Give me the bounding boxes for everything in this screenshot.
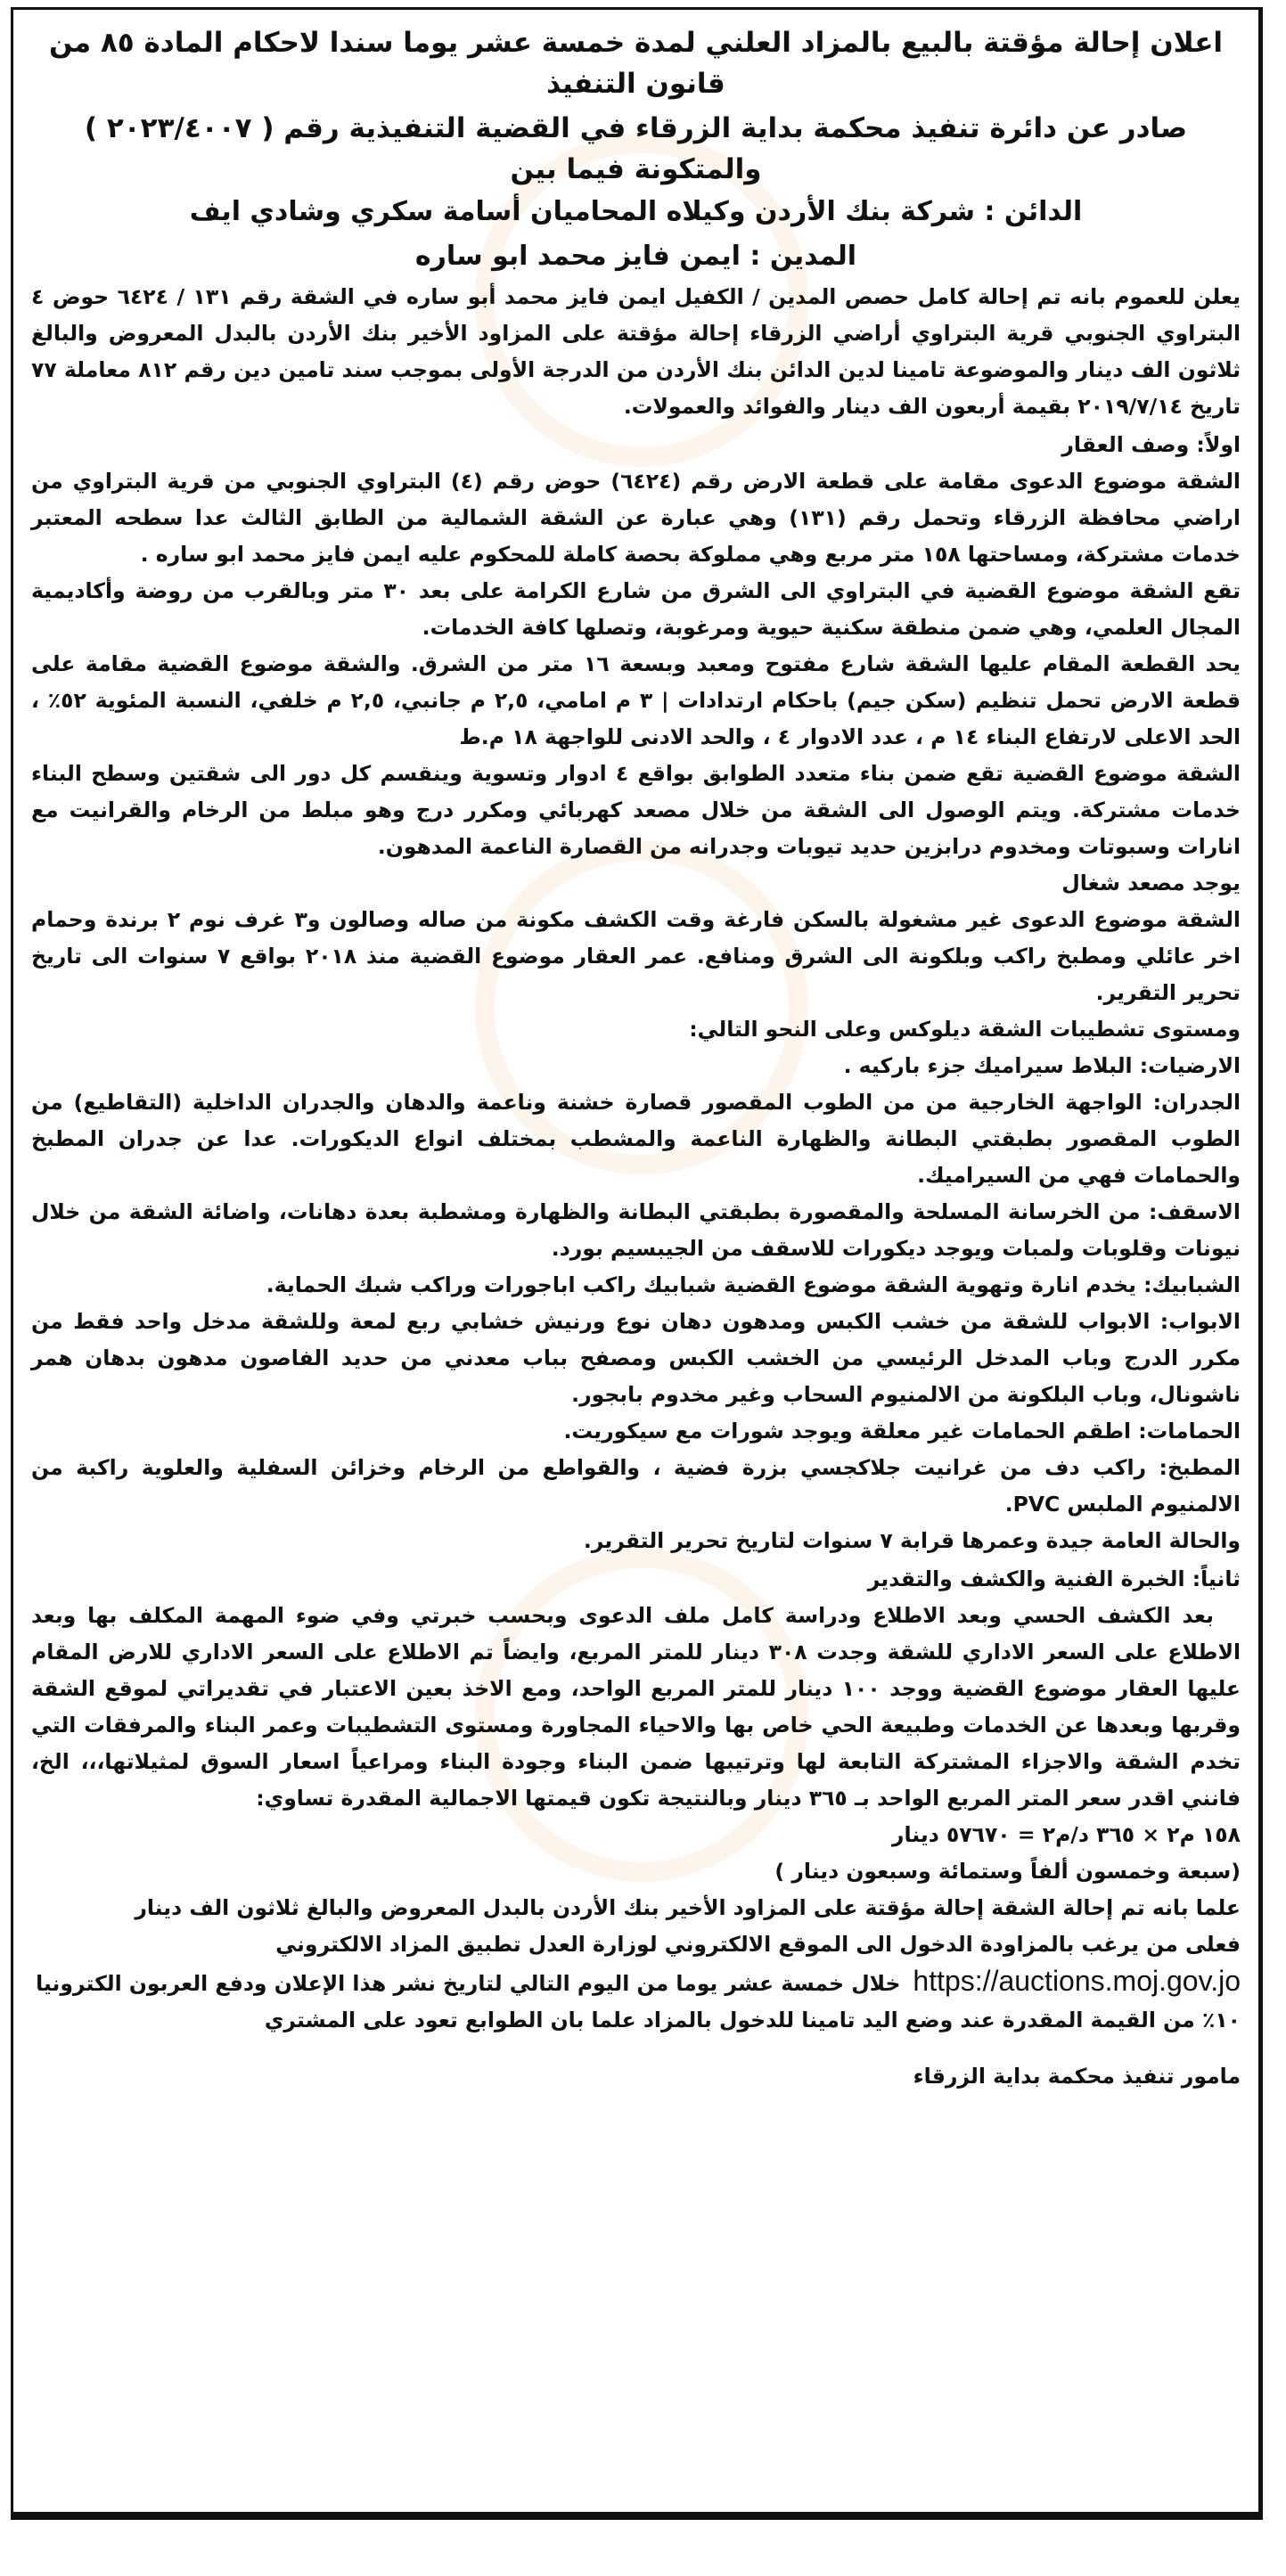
section-heading-valuation: ثانياً: الخبرة الفنية والكشف والتقدير bbox=[867, 1566, 1241, 1591]
section-heading-description: اولاً: وصف العقار bbox=[1061, 432, 1241, 457]
paragraph-announcement: يعلن للعموم بانه تم إحالة كامل حصص المدين / الكفيل ايمن فايز محمد أبو ساره في الشقة رقم ١٣١ / ٦٤٢٤ حوض ٤ البتراوي الجنوبي قرية البتراوي أراضي الزرقاء إحالة مؤقتة على المزاود الأخير بنك الأردن بالبدل المعروض والبالغ ثلاثون الف دينار والموضوعة تامينا لدين الدائن بنك الأردن من الدرجة الأولى بموجب سند تامين دين رقم ٨١٢ معاملة ٧٧ تاريخ ٢٠١٩/٧/١٤ بقيمة أربعون الف دينار والفوائد والعمولات. bbox=[31, 284, 1241, 419]
paragraph-condition: والحالة العامة جيدة وعمرها قرابة ٧ سنوات لتاريخ تحرير التقرير. bbox=[583, 1528, 1241, 1553]
paragraph-windows: الشبابيك: يخدم انارة وتهوية الشقة موضوع القضية شبابيك راكب اباجورات وراكب شبك الحماية. bbox=[266, 1272, 1241, 1297]
paragraph-finishing-intro: ومستوى تشطيبات الشقة ديلوكس وعلى النحو التالي: bbox=[689, 1017, 1241, 1042]
valuation-formula: ١٥٨ م٢ × ٣٦٥ د/م٢ = ٥٧٦٧٠ دينار bbox=[891, 1822, 1241, 1847]
paragraph-property: الشقة موضوع الدعوى مقامة على قطعة الارض رقم (٦٤٢٤) حوض رقم (٤) البتراوي الجنوبي من قرية البتراوي من اراضي محافظة الزرقاء وتحمل رقم (١٣١) وهي عبارة عن الشقة الشمالية من الطابق الثالث عدا سطحه المعتبر خدمات مشتركة، ومساحتها ١٥٨ متر مربع وهي مملوكة بحصة كاملة للمحكوم عليه ايمن فايز محمد ابو ساره . bbox=[31, 469, 1241, 567]
creditor: الدائن : شركة بنك الأردن وكيلاه المحاميان أسامة سكري وشادي ايف bbox=[189, 196, 1083, 227]
notice-title: اعلان إحالة مؤقتة بالبيع بالمزاد العلني لمدة خمسة عشر يوما سندا لاحكام المادة ٨٥ من قانون التنفيذ bbox=[48, 27, 1224, 100]
paragraph-provisional-award: علما بانه تم إحالة الشقة إحالة مؤقتة على المزاود الأخير بنك الأردن بالبدل المعروض والبالغ ثلاثون الف دينار bbox=[135, 1895, 1241, 1920]
paragraph-floors: الارضيات: البلاط سيراميك جزء باركيه . bbox=[843, 1053, 1241, 1078]
paragraph-bathrooms: الحمامات: اطقم الحمامات غير معلقة ويوجد شورات مع سيكوريت. bbox=[563, 1419, 1241, 1443]
paragraph-location: تقع الشقة موضوع القضية في البتراوي الى الشرق من شارع الكرامة على بعد ٣٠ متر وبالقرب من روضة وأكاديمية المجال العلمي، وهي ضمن منطقة سكنية حيوية ومرغوبة، وتصلها كافة الخدمات. bbox=[31, 578, 1241, 640]
debtor: المدين : ايمن فايز محمد ابو ساره bbox=[414, 241, 857, 272]
bidding-period: خلال خمسة عشر يوما من اليوم التالي لتاريخ نشر هذا الإعلان ودفع العربون الكترونيا bbox=[36, 1971, 901, 1996]
paragraph-deposit: ١٠٪ من القيمة المقدرة عند وضع اليد تامينا للدخول بالمزاد علما بان الطوابع تعود على المشتري bbox=[264, 2008, 1241, 2032]
paragraph-building: الشقة موضوع القضية تقع ضمن بناء متعدد الطوابق بواقع ٤ ادوار وتسوية وينقسم كل دور الى شقتين وسطح البناء خدمات مشتركة. ويتم الوصول الى الشقة من خلال مصعد كهربائي ومكرر درج وهو مبلط من الرخام والقرانيت مع انارات وسبوتات ومخدوم درابزين حديد تيوبات وجدرانه من القصارة الناعمة المدهون. bbox=[31, 761, 1241, 859]
paragraph-doors: الابواب: الابواب للشقة من خشب الكبس ومدهون دهان نوع ورنيش خشابي ربع لمعة وللشقة مدخل واحد فقط من مكرر الدرج وباب المدخل الرئيسي من الخشب الكبس ومصفح بباب معدني من حديد الفاصون مدهون بدهان همر ناشونال، وباب البلكونة من الالمنيوم السحاب وغير مخدوم بابجور. bbox=[31, 1309, 1241, 1407]
notice-body bbox=[31, 279, 1241, 2095]
paragraph-walls: الجدران: الواجهة الخارجية من من الطوب المقصور قصارة خشنة وناعمة والدهان والجدران الداخلية (التقاطيع) من الطوب المقصور بطبقتي البطانة والظهارة الناعمة والمشطب بمختلف انواع الديكورات. عدا عن جدران المطبخ والحمامات فهي من السيراميك. bbox=[31, 1090, 1241, 1188]
notice-box bbox=[11, 7, 1263, 2520]
auction-url-link[interactable]: https://auctions.moj.gov.jo bbox=[913, 1965, 1241, 1997]
paragraph-bidding-instructions: فعلى من يرغب بالمزاودة الدخول الى الموقع الالكتروني لوزارة العدل تطبيق المزاد الالكتروني bbox=[275, 1932, 1241, 1957]
valuation-in-words: (سبعة وخمسون ألفاً وستمائة وسبعون دينار ) bbox=[774, 1859, 1241, 1884]
paragraph-valuation: بعد الكشف الحسي وبعد الاطلاع ودراسة كامل ملف الدعوى وبحسب خبرتي وفي ضوء المهمة المكلف بها وبعد الاطلاع على السعر الاداري للشقة وجدت ٣٠٨ دينار للمتر المربع، وايضاً تم الاطلاع على السعر الاداري للارض المقام عليها العقار موضوع القضية ووجد ١٠٠ دينار للمتر المربع الواحد، ومع الاخذ بعين الاعتبار في تقديراتي لموقع الشقة وقربها وبعدها عن الخدمات وطبيعة الحي خاص بها والاحياء المجاورة ومستوى التشطيبات وعمر البناء والمرفقات التي تخدم الشقة والاجزاء المشتركة التابعة لها وترتيبها ضمن البناء وجودة البناء ومراعياً اسعار السوق لمثيلاتها،،، الخ، فانني اقدر سعر المتر المربع الواحد بـ ٣٦٥ دينار وبالنتيجة تكون قيمتها الاجمالية المقدرة تساوي: bbox=[31, 1603, 1241, 1811]
signature: مامور تنفيذ محكمة بداية الزرقاء bbox=[913, 2064, 1241, 2089]
paragraph-kitchen: المطبخ: راكب دف من غرانيت جلاكجسي بزرة فضية ، والقواطع من الرخام وخزائن السفلية والعلوية راكبة من الالمنيوم الملبس PVC. bbox=[31, 1455, 1241, 1517]
notice-parties-intro: والمتكونة فيما بين bbox=[510, 153, 762, 185]
paragraph-layout: الشقة موضوع الدعوى غير مشغولة بالسكن فارغة وقت الكشف مكونة من صاله وصالون و٣ غرف نوم ٢ برندة وحمام اخر عائلي ومطبخ راكب وبلكونة الى الشرق ومنافع. عمر العقار موضوع القضية منذ ٢٠١٨ بواقع ٧ سنوات الى تاريخ تحرير التقرير. bbox=[31, 907, 1241, 1005]
paragraph-boundaries: يحد القطعة المقام عليها الشقة شارع مفتوح ومعبد وبسعة ١٦ متر من الشرق. والشقة موضوع القضية مقامة على قطعة الارض تحمل تنظيم (سكن جيم) باحكام ارتدادات | ٣ م امامي، ٢,٥ م جانبي، ٢,٥ م خلفي، النسبة المئوية ٥٢٪ ، الحد الاعلى لارتفاع البناء ١٤ م ، عدد الادوار ٤ ، والحد الادنى للواجهة ١٨ م.ط bbox=[31, 651, 1241, 749]
notice-subtitle: صادر عن دائرة تنفيذ محكمة بداية الزرقاء في القضية التنفيذية رقم ( ٢٠٢٣/٤٠٠٧ ) bbox=[84, 112, 1188, 144]
paragraph-bidding-url-line bbox=[31, 1963, 1241, 2002]
paragraph-elevator: يوجد مصعد شغال bbox=[1061, 871, 1241, 895]
paragraph-ceilings: الاسقف: من الخرسانة المسلحة والمقصورة بطبقتي البطانة والظهارة ومشطبة بعدة دهانات، واضائة الشقة من خلال نيونات وقلوبات ولمبات ويوجد ديكورات للاسقف من الجيبسيم بورد. bbox=[31, 1199, 1241, 1261]
